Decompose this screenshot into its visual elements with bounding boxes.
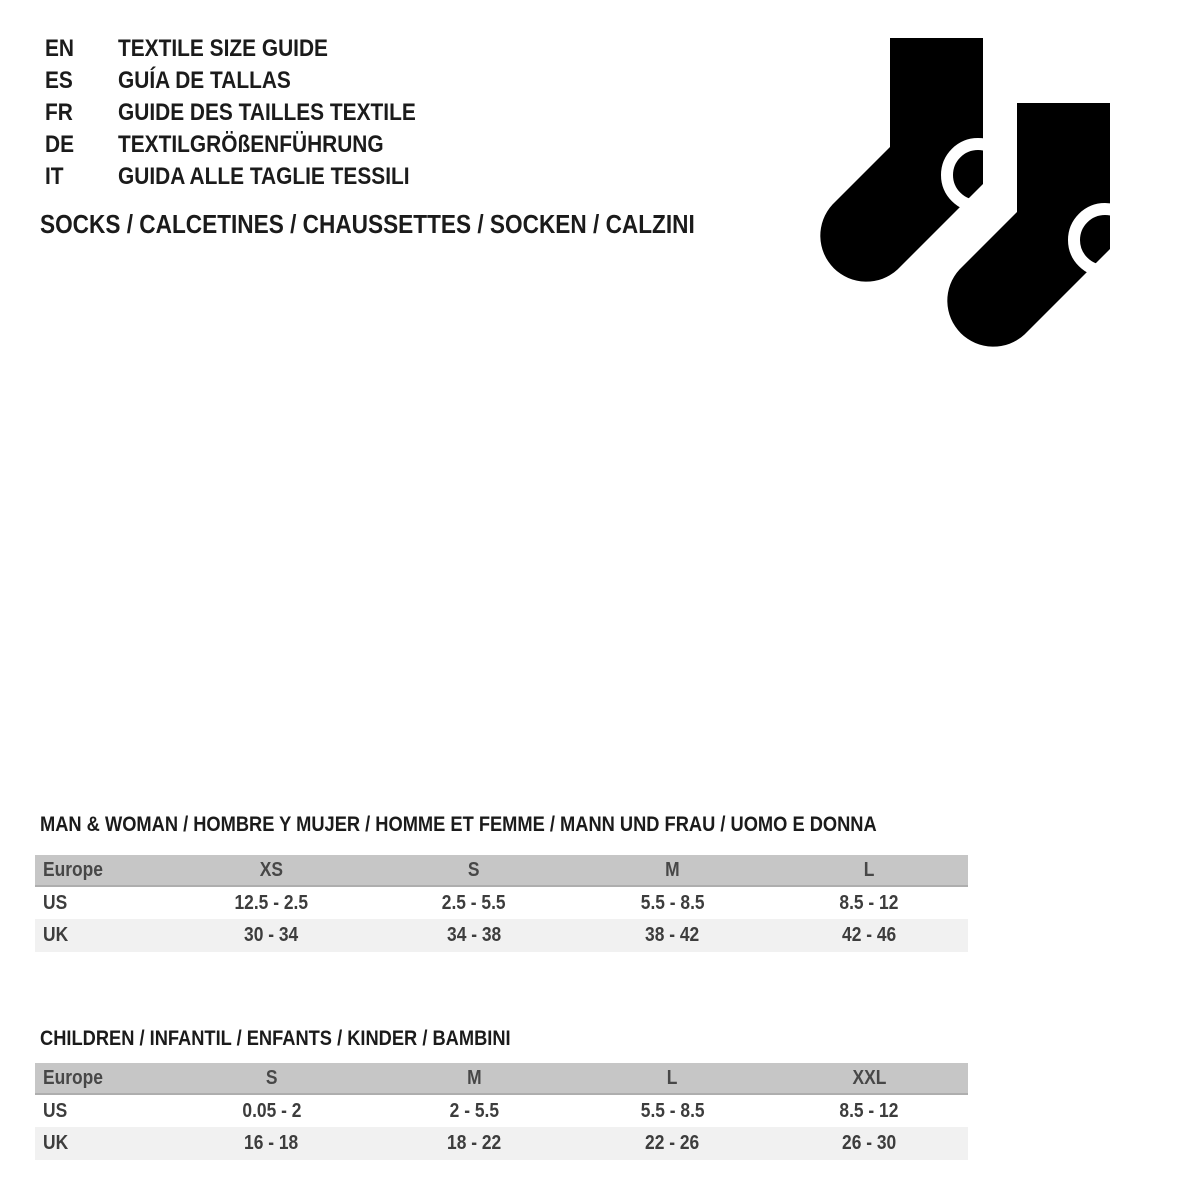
size-cell: 42 - 46 bbox=[841, 924, 897, 946]
column-header: Europe bbox=[43, 1066, 103, 1089]
size-cell: 0.05 - 2 bbox=[241, 1099, 301, 1122]
size-cell: 18 - 22 bbox=[446, 1132, 502, 1154]
column-header: M bbox=[665, 858, 680, 881]
table-row-us bbox=[35, 886, 968, 919]
table-title-children: CHILDREN / INFANTIL / ENFANTS / KINDER / BAMBINI bbox=[40, 1027, 511, 1050]
category-line: SOCKS / CALCETINES / CHAUSSETTES / SOCKEN / CALZINI bbox=[40, 209, 695, 239]
size-cell: 5.5 - 8.5 bbox=[640, 1099, 705, 1122]
column-header: XXL bbox=[852, 1066, 886, 1089]
table-header-row bbox=[35, 1063, 968, 1094]
language-list bbox=[45, 33, 460, 193]
socks-icon bbox=[815, 35, 1115, 350]
language-code: DE bbox=[45, 131, 75, 158]
size-table-children bbox=[35, 1063, 968, 1160]
column-header: L bbox=[863, 858, 875, 881]
column-header: Europe bbox=[43, 858, 103, 881]
language-label: GUIDA ALLE TAGLIE TESSILI bbox=[118, 163, 410, 190]
size-cell: 8.5 - 12 bbox=[839, 891, 899, 914]
size-cell: 30 - 34 bbox=[244, 924, 299, 946]
size-cell: 38 - 42 bbox=[645, 924, 700, 946]
language-row bbox=[45, 33, 460, 65]
size-cell: 5.5 - 8.5 bbox=[640, 891, 705, 914]
size-cell: 8.5 - 12 bbox=[839, 1099, 899, 1122]
table-header-row bbox=[35, 855, 968, 886]
language-row bbox=[45, 129, 460, 161]
size-cell: 16 - 18 bbox=[244, 1132, 299, 1154]
table-row-us bbox=[35, 1094, 968, 1127]
column-header: S bbox=[468, 858, 480, 881]
language-label: TEXTILGRÖßENFÜHRUNG bbox=[118, 131, 384, 158]
column-header: M bbox=[466, 1066, 482, 1089]
row-label: UK bbox=[43, 924, 69, 946]
language-row bbox=[45, 65, 460, 97]
size-cell: 22 - 26 bbox=[645, 1132, 700, 1154]
language-label: GUIDE DES TAILLES TEXTILE bbox=[118, 99, 416, 126]
size-cell: 34 - 38 bbox=[446, 924, 502, 946]
column-header: L bbox=[667, 1066, 678, 1089]
language-code: EN bbox=[45, 35, 75, 62]
language-label: GUÍA DE TALLAS bbox=[118, 67, 291, 94]
row-label: US bbox=[43, 891, 68, 914]
column-header: XS bbox=[259, 858, 284, 881]
language-code: ES bbox=[45, 67, 73, 94]
size-cell: 2.5 - 5.5 bbox=[442, 891, 506, 914]
column-header: S bbox=[265, 1066, 278, 1089]
table-title-man-woman: MAN & WOMAN / HOMBRE Y MUJER / HOMME ET FEMME / MANN UND FRAU / UOMO E DONNA bbox=[40, 813, 877, 836]
size-table-man-woman bbox=[35, 855, 968, 952]
language-row bbox=[45, 161, 460, 193]
language-code: IT bbox=[45, 163, 64, 190]
size-cell: 12.5 - 2.5 bbox=[234, 891, 309, 914]
row-label: US bbox=[43, 1099, 68, 1122]
table-row-uk bbox=[35, 919, 968, 952]
size-cell: 2 - 5.5 bbox=[449, 1099, 499, 1122]
language-label: TEXTILE SIZE GUIDE bbox=[118, 35, 328, 62]
language-row bbox=[45, 97, 460, 129]
sock-shape bbox=[820, 38, 1009, 282]
row-label: UK bbox=[43, 1132, 69, 1154]
table-row-uk bbox=[35, 1127, 968, 1160]
language-code: FR bbox=[45, 99, 73, 126]
size-cell: 26 - 30 bbox=[841, 1132, 897, 1154]
